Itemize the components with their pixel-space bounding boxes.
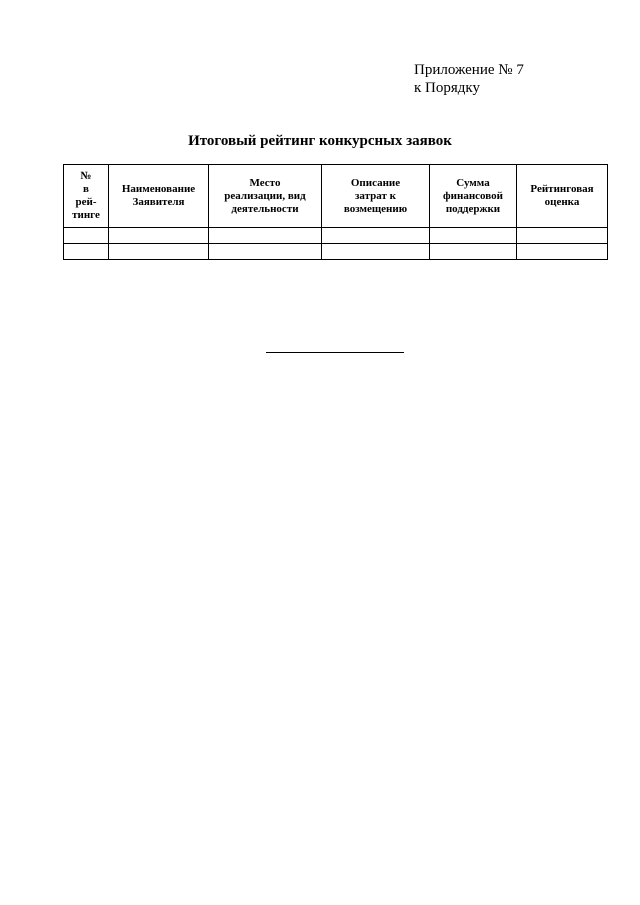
- header-rank: [64, 165, 109, 228]
- table-row: [64, 228, 608, 244]
- table-cell: [64, 244, 109, 260]
- header-cost-description: [322, 165, 430, 228]
- table-cell: [64, 228, 109, 244]
- appendix-number: Приложение № 7: [414, 62, 524, 78]
- closing-separator-line: [266, 352, 404, 353]
- appendix-reference: [414, 61, 524, 97]
- header-rating-score-label: Рейтинговая оценка: [530, 183, 594, 208]
- table-row: [64, 244, 608, 260]
- appendix-order-reference: к Порядку: [414, 80, 480, 96]
- header-location-activity-label: Место реализации, вид деятельности: [224, 176, 306, 215]
- table-cell: [517, 228, 608, 244]
- table-cell: [209, 244, 322, 260]
- table-header-row: [64, 165, 608, 228]
- header-location-activity: [209, 165, 322, 228]
- header-applicant-name: [109, 165, 209, 228]
- header-support-amount-label: Сумма финансовой поддержки: [443, 176, 503, 215]
- table-cell: [322, 228, 430, 244]
- table-cell: [209, 228, 322, 244]
- header-rating-score: [517, 165, 608, 228]
- table-cell: [109, 244, 209, 260]
- table-cell: [430, 228, 517, 244]
- table-cell: [430, 244, 517, 260]
- table-cell: [322, 244, 430, 260]
- header-applicant-name-label: Наименование Заявителя: [121, 183, 196, 208]
- table-cell: [109, 228, 209, 244]
- table-cell: [517, 244, 608, 260]
- header-cost-description-label: Описание затрат к возмещению: [343, 176, 408, 215]
- rating-table: [63, 164, 608, 260]
- document-title: Итоговый рейтинг конкурсных заявок: [188, 133, 452, 149]
- header-support-amount: [430, 165, 517, 228]
- header-rank-label: № в рей- тинге: [72, 170, 100, 221]
